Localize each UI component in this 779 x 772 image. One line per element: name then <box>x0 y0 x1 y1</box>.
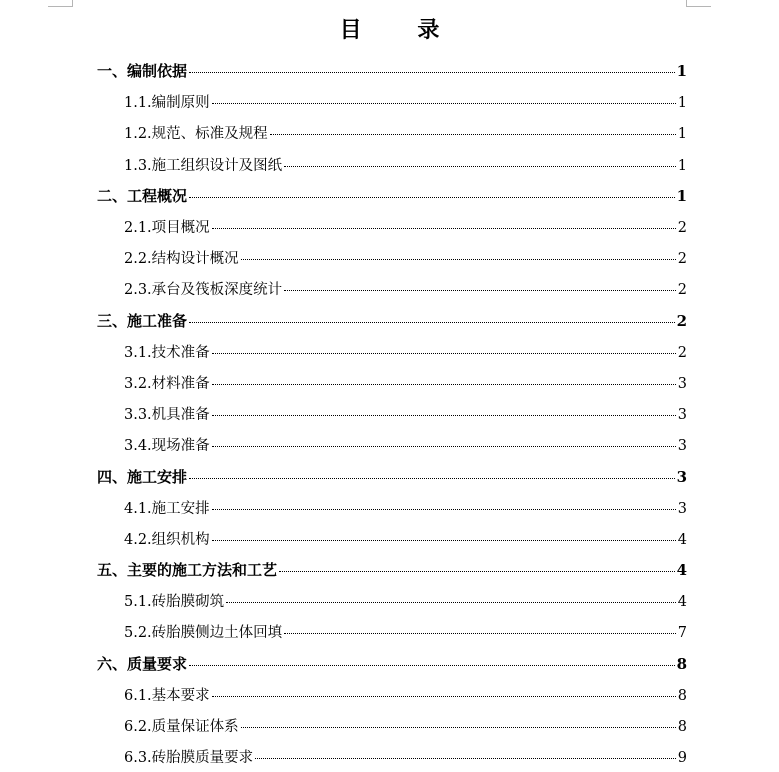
toc-entry-title: 3.4.现场准备 <box>124 438 210 455</box>
toc-page-number: 1 <box>677 157 687 174</box>
toc-entry-line <box>0 91 779 112</box>
toc-entry-line <box>0 60 779 81</box>
toc-dot-leader <box>241 259 676 260</box>
toc-section-entry[interactable] <box>0 492 779 523</box>
toc-entry-title: 3.2.材料准备 <box>124 375 210 392</box>
toc-entry-line <box>0 559 779 580</box>
toc-page-number: 8 <box>677 719 687 736</box>
toc-entry-line <box>0 528 779 549</box>
toc-page-number: 8 <box>677 687 687 704</box>
toc-entry-line <box>0 466 779 487</box>
toc-page-number: 3 <box>677 438 687 455</box>
toc-dot-leader <box>270 134 676 135</box>
toc-section-entry[interactable] <box>0 117 779 148</box>
toc-entry-line <box>0 590 779 611</box>
toc-dot-leader <box>189 72 675 73</box>
toc-entry-line <box>0 403 779 424</box>
toc-entry-title: 1.1.编制原则 <box>124 95 210 112</box>
toc-entry-line <box>0 216 779 237</box>
toc-entry-title: 三、施工准备 <box>97 311 188 330</box>
toc-entry-line <box>0 122 779 143</box>
toc-dot-leader <box>189 197 675 198</box>
toc-entry-title: 2.3.承台及筏板深度统计 <box>124 282 283 299</box>
toc-entry-title: 一、编制依据 <box>97 62 188 81</box>
toc-entry-line <box>0 278 779 299</box>
toc-chapter-entry[interactable] <box>0 554 779 585</box>
toc-entry-title: 四、施工安排 <box>97 467 188 486</box>
toc-page-number: 2 <box>677 344 687 361</box>
toc-dot-leader <box>212 415 676 416</box>
toc-dot-leader <box>212 540 676 541</box>
toc-page-number: 2 <box>677 220 687 237</box>
toc-entry-line <box>0 746 779 767</box>
toc-entry-title: 2.1.项目概况 <box>124 220 210 237</box>
toc-entry-line <box>0 715 779 736</box>
toc-entry-title: 5.2.砖胎膜侧边土体回填 <box>124 625 283 642</box>
toc-entry-title: 3.3.机具准备 <box>124 407 210 424</box>
toc-chapter-entry[interactable] <box>0 180 779 211</box>
toc-chapter-entry[interactable] <box>0 460 779 491</box>
toc-section-entry[interactable] <box>0 585 779 616</box>
page-corner-mark-left <box>48 0 73 7</box>
page-corner-mark-right <box>686 0 711 7</box>
toc-entry-line <box>0 497 779 518</box>
toc-section-entry[interactable] <box>0 211 779 242</box>
toc-entry-line <box>0 154 779 175</box>
toc-section-entry[interactable] <box>0 273 779 304</box>
toc-page-number: 3 <box>677 375 687 392</box>
toc-entry-line <box>0 684 779 705</box>
toc-section-entry[interactable] <box>0 367 779 398</box>
toc-section-entry[interactable] <box>0 429 779 460</box>
toc-entry-line <box>0 372 779 393</box>
toc-section-entry[interactable] <box>0 336 779 367</box>
toc-dot-leader <box>212 696 676 697</box>
toc-dot-leader <box>284 633 676 634</box>
toc-section-entry[interactable] <box>0 710 779 741</box>
toc-dot-leader <box>212 353 676 354</box>
toc-dot-leader <box>212 446 676 447</box>
toc-page-number: 4 <box>677 594 687 611</box>
toc-entry-line <box>0 185 779 206</box>
toc-entry-title: 6.2.质量保证体系 <box>124 719 239 736</box>
toc-page-number: 1 <box>676 186 687 205</box>
toc-entry-title: 五、主要的施工方法和工艺 <box>97 561 278 580</box>
toc-page-number: 2 <box>677 282 687 299</box>
toc-chapter-entry[interactable] <box>0 55 779 86</box>
toc-page-number: 3 <box>677 407 687 424</box>
toc-dot-leader <box>255 758 676 759</box>
toc-entry-line <box>0 247 779 268</box>
toc-section-entry[interactable] <box>0 398 779 429</box>
toc-entry-title: 4.2.组织机构 <box>124 531 210 548</box>
table-of-contents <box>0 55 779 772</box>
toc-section-entry[interactable] <box>0 679 779 710</box>
toc-entry-line <box>0 434 779 455</box>
toc-page-number: 1 <box>677 126 687 143</box>
toc-section-entry[interactable] <box>0 523 779 554</box>
toc-dot-leader <box>189 322 675 323</box>
toc-dot-leader <box>189 665 675 666</box>
toc-dot-leader <box>241 727 676 728</box>
toc-page-number: 1 <box>676 62 687 81</box>
toc-entry-line <box>0 653 779 674</box>
toc-page-number: 3 <box>676 467 687 486</box>
toc-page-number: 8 <box>676 654 687 673</box>
toc-dot-leader <box>284 166 676 167</box>
toc-section-entry[interactable] <box>0 616 779 647</box>
toc-page-number: 7 <box>677 625 687 642</box>
toc-entry-title: 二、工程概况 <box>97 186 188 205</box>
toc-dot-leader <box>284 290 676 291</box>
toc-dot-leader <box>212 384 676 385</box>
toc-chapter-entry[interactable] <box>0 648 779 679</box>
toc-entry-title: 1.3.施工组织设计及图纸 <box>124 157 283 174</box>
toc-page-number: 2 <box>676 311 687 330</box>
toc-chapter-entry[interactable] <box>0 305 779 336</box>
toc-entry-title: 2.2.结构设计概况 <box>124 251 239 268</box>
toc-entry-line <box>0 310 779 331</box>
toc-entry-title: 4.1.施工安排 <box>124 500 210 517</box>
toc-page-number: 2 <box>677 251 687 268</box>
page-title: 目 录 <box>339 17 464 43</box>
toc-page-number: 9 <box>677 750 687 767</box>
toc-entry-title: 3.1.技术准备 <box>124 344 210 361</box>
toc-section-entry[interactable] <box>0 86 779 117</box>
toc-dot-leader <box>279 571 675 572</box>
toc-entry-title: 六、质量要求 <box>97 654 188 673</box>
toc-dot-leader <box>189 478 675 479</box>
toc-entry-title: 6.1.基本要求 <box>124 687 210 704</box>
toc-page-number: 4 <box>676 561 687 580</box>
toc-entry-title: 5.1.砖胎膜砌筑 <box>124 594 225 611</box>
toc-section-entry[interactable] <box>0 149 779 180</box>
toc-entry-line <box>0 341 779 362</box>
toc-entry-line <box>0 621 779 642</box>
toc-section-entry[interactable] <box>0 242 779 273</box>
toc-dot-leader <box>226 602 676 603</box>
toc-page-number: 1 <box>677 95 687 112</box>
toc-section-entry[interactable] <box>0 741 779 772</box>
toc-page-number: 3 <box>677 500 687 517</box>
toc-page-number: 4 <box>677 531 687 548</box>
toc-entry-title: 1.2.规范、标准及规程 <box>124 126 268 143</box>
toc-dot-leader <box>212 509 676 510</box>
toc-dot-leader <box>212 103 676 104</box>
toc-entry-title: 6.3.砖胎膜质量要求 <box>124 750 254 767</box>
toc-dot-leader <box>212 228 676 229</box>
